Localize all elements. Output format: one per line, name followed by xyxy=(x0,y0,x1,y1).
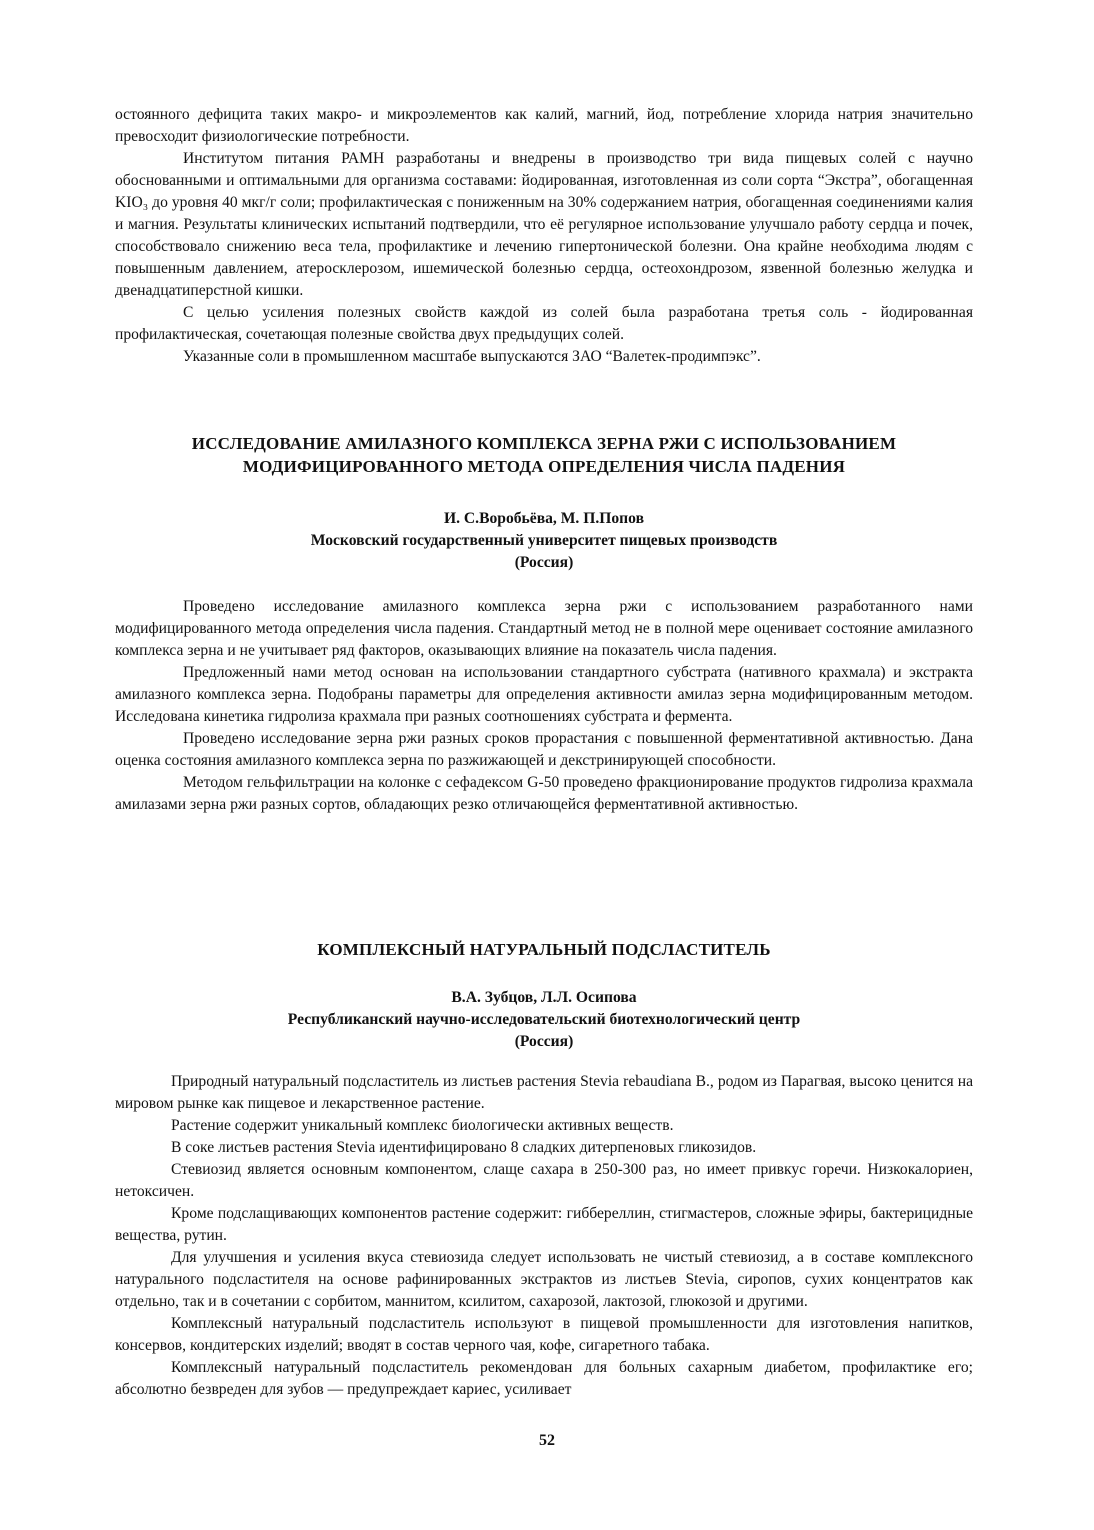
intro-paragraph: С целью усиления полезных свойств каждой из солей была разработана третья соль - йодированная профилактическая, сочетающая полезные свойства двух предыдущих солей. xyxy=(115,304,973,343)
article-paragraph: Стевиозид является основным компонентом, слаще сахара в 250-300 раз, но имеет привкус горечи. Низкокалориен, нетоксичен. xyxy=(115,1161,973,1200)
intro-paragraph: Указанные соли в промышленном масштабе выпускаются ЗАО “Валетек-продимпэкс”. xyxy=(183,348,761,365)
article-affiliation: Московский государственный университет пищевых производств xyxy=(310,532,778,549)
article-paragraph: Предложенный нами метод основан на использовании стандартного субстрата (нативного крахмала) и экстракта амилазного комплекса зерна. Подобраны параметры для определения активности амилаз зерна модифицированным методом. Исследована кинетика гидролиза крахмала при разных соотношениях субстрата и фермента. xyxy=(115,664,973,725)
article-title-line: ИССЛЕДОВАНИЕ АМИЛАЗНОГО КОМПЛЕКСА ЗЕРНА РЖИ С ИСПОЛЬЗОВАНИЕМ xyxy=(191,434,897,453)
article-country: (Россия) xyxy=(514,554,574,571)
article-title xyxy=(115,432,973,478)
article-paragraph: Природный натуральный подсластитель из листьев растения Stevia rebaudiana B., родом из Парагвая, высоко ценится на мировом рынке как пищевое и лекарственное растение. xyxy=(115,1073,973,1112)
article-rye-amylase xyxy=(115,432,973,816)
article-affiliation: Республиканский научно-исследовательский биотехнологический центр xyxy=(287,1011,801,1028)
article-paragraph: Проведено исследование амилазного комплекса зерна ржи с использованием разработанного нами модифицированного метода определения числа падения. Стандартный метод не в полной мере оценивает состояние амилазного комплекса зерна и не учитывает ряд факторов, оказывающих влияние на показатель числа падения. xyxy=(115,598,973,659)
article-paragraph: Для улучшения и усиления вкуса стевиозида следует использовать не чистый стевиозид, а в составе комплексного натурального подсластителя на основе рафинированных экстрактов из листьев Stevia, сиропов, сухих концентратов как отдельно, так и в сочетании с сорбитом, маннитом, ксилитом, сахарозой, лактозой, глюкозой и другими. xyxy=(115,1249,973,1310)
article-natural-sweetener xyxy=(115,938,973,1401)
article-authors: И. С.Воробьёва, М. П.Попов xyxy=(443,510,644,527)
article-paragraph: Кроме подслащивающих компонентов растение содержит: гиббереллин, стигмастеров, сложные эфиры, бактерицидные вещества, рутин. xyxy=(115,1205,973,1244)
article-title-line: МОДИФИЦИРОВАННОГО МЕТОДА ОПРЕДЕЛЕНИЯ ЧИСЛА ПАДЕНИЯ xyxy=(242,457,846,476)
article-paragraph: Растение содержит уникальный комплекс биологически активных веществ. xyxy=(171,1117,674,1134)
article-country: (Россия) xyxy=(514,1033,574,1050)
article-authors: В.А. Зубцов, Л.Л. Осипова xyxy=(451,989,637,1006)
article-paragraph: В соке листьев растения Stevia идентифицировано 8 сладких дитерпеновых гликозидов. xyxy=(171,1139,757,1156)
intro-section xyxy=(115,104,973,368)
article-paragraph: Комплексный натуральный подсластитель используют в пищевой промышленности для изготовления напитков, консервов, кондитерских изделий; вводят в состав черного чая, кофе, сигаретного табака. xyxy=(115,1315,973,1354)
article-paragraph: Комплексный натуральный подсластитель рекомендован для больных сахарным диабетом, профилактике его; абсолютно безвреден для зубов — предупреждает кариес, усиливает xyxy=(115,1359,973,1398)
intro-paragraph: остоянного дефицита таких макро- и микроэлементов как калий, магний, йод, потребление хлорида натрия значительно превосходит физиологические потребности. xyxy=(115,106,973,145)
article-paragraph: Проведено исследование зерна ржи разных сроков прорастания с повышенной ферментативной активностью. Дана оценка состояния амилазного комплекса зерна по разжижающей и декстринирующей способности. xyxy=(115,730,973,769)
article-paragraph: Методом гельфильтрации на колонке с сефадексом G-50 проведено фракционирование продуктов гидролиза крахмала амилазами зерна ржи разных сортов, обладающих резко отличающейся ферментативной активностью. xyxy=(115,774,973,813)
page-number: 52 xyxy=(539,1432,555,1449)
article-title: КОМПЛЕКСНЫЙ НАТУРАЛЬНЫЙ ПОДСЛАСТИТЕЛЬ xyxy=(317,940,771,959)
intro-paragraph: Институтом питания РАМН разработаны и внедрены в производство три вида пищевых солей с научно обоснованными и оптимальными для организма составами: йодированная, изготовленная из соли сорта “Экстра”, обогащенная KIO₃ до уровня 40 мкг/г соли; профилактическая с пониженным на 30% содержанием натрия, обогащенная соединениями калия и магния. Результаты клинических испытаний подтвердили, что её регулярное использование улучшало работу сердца и почек, способствовало снижению веса тела, профилактике и лечению гипертонической болезни. Она крайне необходима людям с повышенным давлением, атеросклерозом, ишемической болезнью сердца, остеохондрозом, язвенной болезнью желудка и двенадцатиперстной кишки. xyxy=(115,150,973,299)
